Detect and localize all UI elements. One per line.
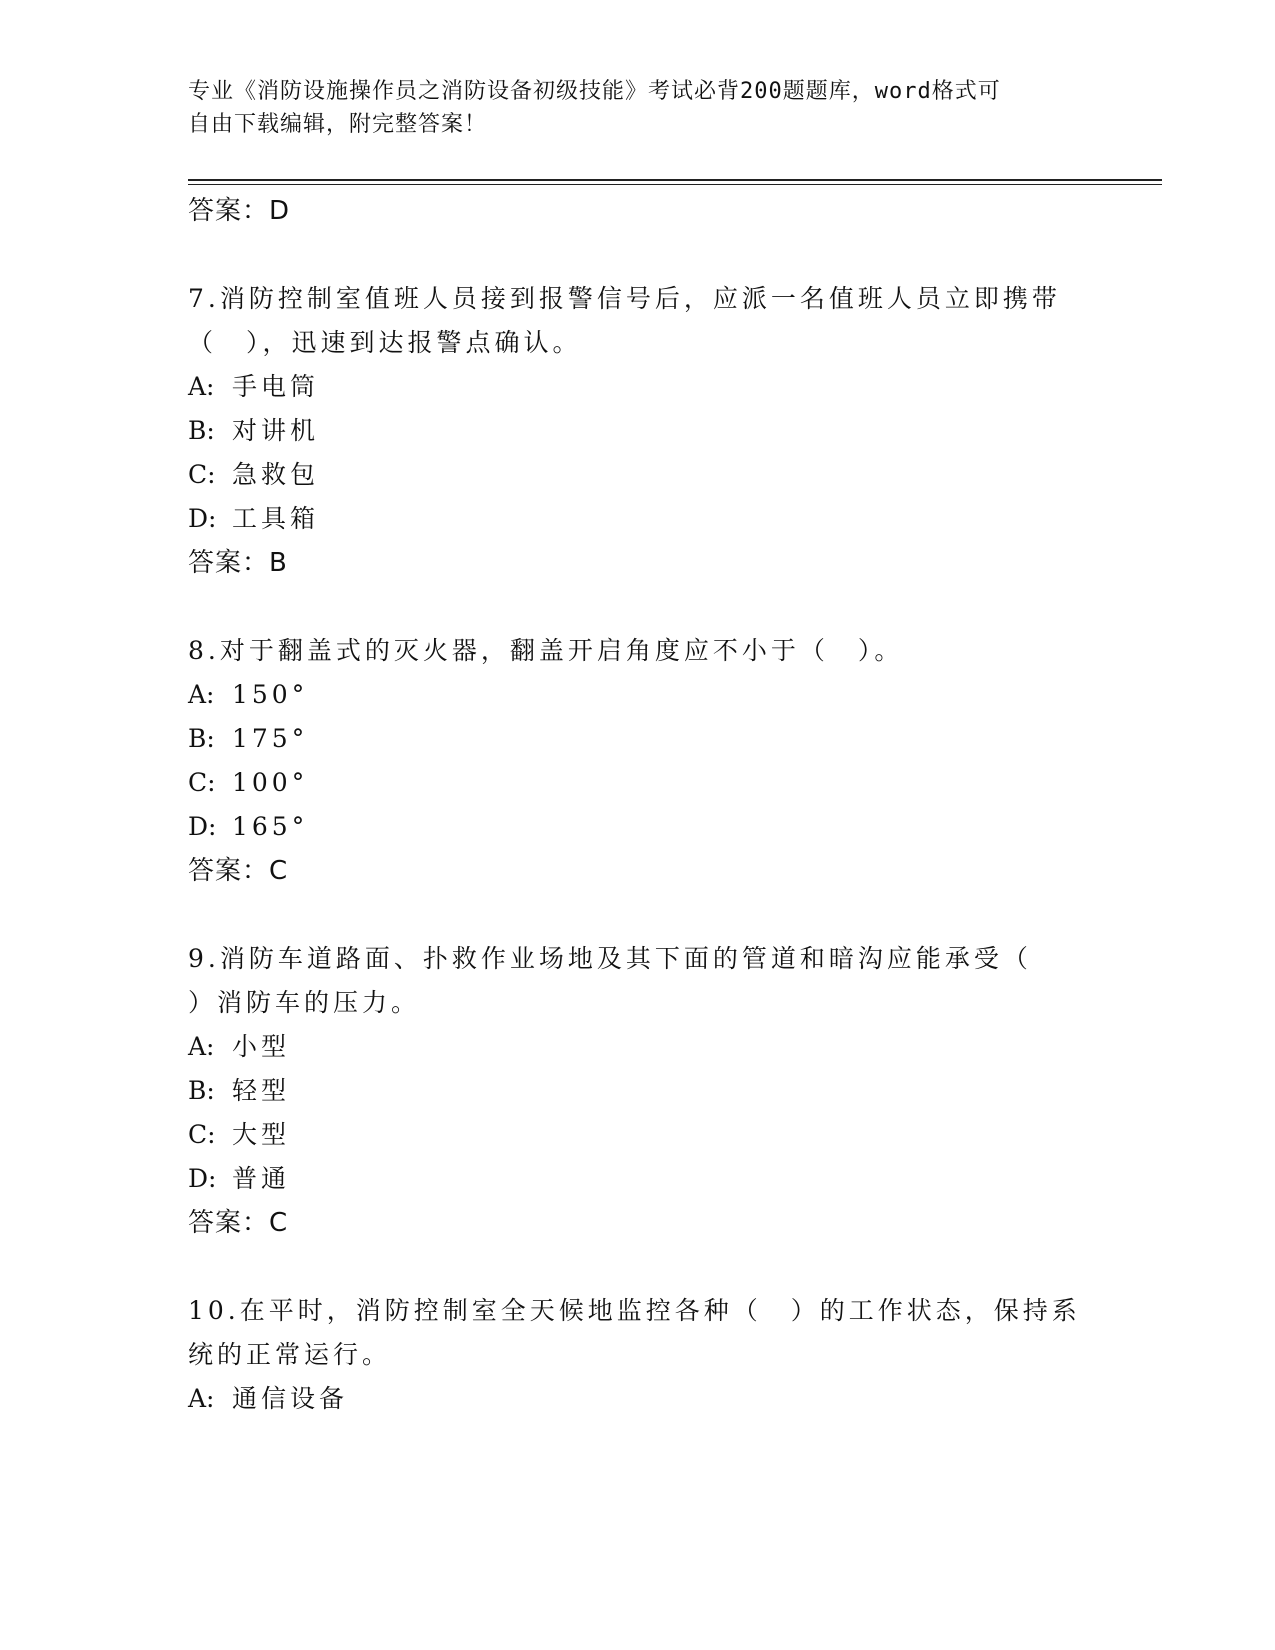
option-a (188, 680, 308, 710)
option-key: D: (188, 812, 217, 841)
option-text: 175° (232, 724, 309, 753)
option-a (188, 1032, 290, 1062)
option-c (188, 1120, 290, 1150)
option-c (188, 768, 308, 798)
option-key: D: (188, 1164, 217, 1193)
option-text: 165° (232, 812, 309, 841)
header-line-2: 自由下载编辑，附完整答案！ (188, 112, 488, 137)
question-8-line-1: 8.对于翻盖式的灭火器，翻盖开启角度应不小于（ ）。 (188, 636, 904, 665)
option-key: A: (188, 1032, 215, 1061)
option-text: 普通 (232, 1164, 291, 1193)
option-b (188, 1076, 290, 1106)
question-10-line-1: 10.在平时，消防控制室全天候地监控各种（ ）的工作状态，保持系 (188, 1296, 1081, 1325)
question-7-line-1: 7.消防控制室值班人员接到报警信号后，应派一名值班人员立即携带 (188, 284, 1061, 313)
header-divider-thick (188, 179, 1162, 181)
document-header (188, 75, 1088, 141)
answer-line: 答案：D (188, 196, 291, 226)
option-key: C: (188, 1120, 216, 1149)
option-d (188, 812, 308, 842)
header-line-1: 专业《消防设施操作员之消防设备初级技能》考试必背200题题库，word格式可 (188, 79, 1001, 104)
option-text: 通信设备 (232, 1384, 349, 1413)
option-b (188, 416, 319, 446)
answer-line: 答案：B (188, 548, 288, 578)
option-c (188, 460, 319, 490)
option-key: C: (188, 768, 216, 797)
option-b (188, 724, 308, 754)
answer-line: 答案：C (188, 856, 289, 886)
option-key: B: (188, 416, 215, 445)
option-a (188, 372, 319, 402)
option-key: C: (188, 460, 216, 489)
option-text: 大型 (232, 1120, 291, 1149)
header-divider-thin (188, 184, 1162, 185)
question-9-line-2: ）消防车的压力。 (188, 988, 421, 1017)
option-key: A: (188, 1384, 215, 1413)
option-text: 小型 (232, 1032, 291, 1061)
option-a (188, 1384, 348, 1414)
option-d (188, 1164, 290, 1194)
option-d (188, 504, 319, 534)
option-key: B: (188, 1076, 215, 1105)
option-text: 急救包 (232, 460, 320, 489)
option-text: 100° (232, 768, 309, 797)
option-key: D: (188, 504, 217, 533)
option-text: 对讲机 (232, 416, 320, 445)
option-text: 工具箱 (232, 504, 320, 533)
option-key: B: (188, 724, 215, 753)
option-key: A: (188, 372, 215, 401)
option-key: A: (188, 680, 215, 709)
question-9-line-1: 9.消防车道路面、扑救作业场地及其下面的管道和暗沟应能承受（ (188, 944, 1032, 973)
option-text: 手电筒 (232, 372, 320, 401)
answer-line: 答案：C (188, 1208, 289, 1238)
question-10-line-2: 统的正常运行。 (188, 1340, 392, 1369)
question-7-line-2: （ ），迅速到达报警点确认。 (188, 328, 582, 357)
option-text: 轻型 (232, 1076, 291, 1105)
option-text: 150° (232, 680, 309, 709)
